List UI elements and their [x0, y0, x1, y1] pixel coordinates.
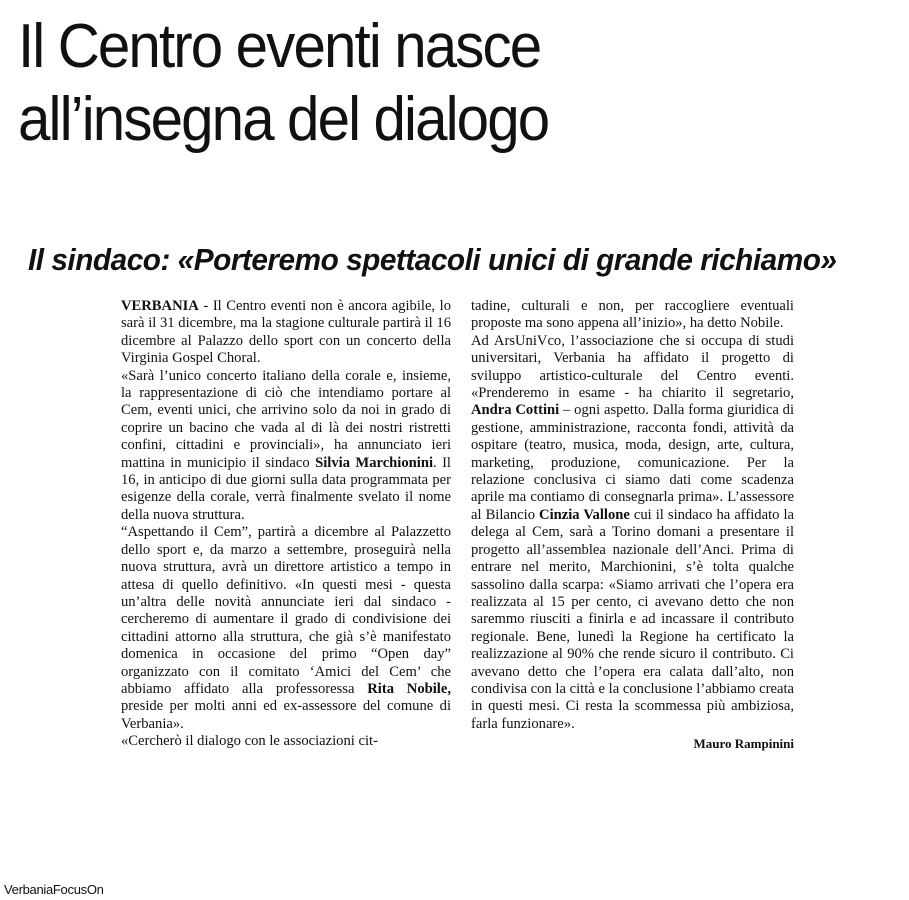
- paragraph: [121, 368, 451, 525]
- paragraph-text: - Il Centro eventi non è ancora agibile, lo sarà il 31 dicembre, ma la stagione culturale partirà il 16 dicembre al Palazzo dello sport con un concerto della Virginia Gospel Choral.: [121, 298, 451, 367]
- person-name: Rita Nobile,: [367, 680, 451, 697]
- author-byline: Mauro Rampinini: [693, 736, 794, 752]
- headline: [18, 10, 845, 156]
- paragraph-text: Ad ArsUniVco, l’associazione che si occupa di studi universitari, Verbania ha affidato il progetto di sviluppo artistico-culturale del Centro eventi. «Prenderemo in esame - ha chiarito il segretario,: [471, 332, 794, 402]
- article-column-1: [121, 298, 451, 751]
- paragraph: «Cercherò il dialogo con le associazioni cit-: [121, 733, 378, 750]
- paragraph: [471, 333, 794, 733]
- paragraph: [121, 298, 451, 368]
- paragraph-text: «Sarà l’unico concerto italiano della corale e, insieme, la rappresentazione di ciò che intendiamo portare al Cem, eventi unici, che arrivino solo da noi in grado di coprire un bacino che vada al di là dei nostri ristretti confini, cittadini e provinciali», ha annunciato ieri mattina in municipio il sindaco: [121, 367, 451, 471]
- subtitle: Il sindaco: «Porteremo spettacoli unici di grande richiamo»: [28, 242, 837, 277]
- person-name: Andra Cottini: [471, 402, 560, 419]
- source-watermark: VerbaniaFocusOn: [4, 882, 104, 897]
- article-column-2: [471, 298, 794, 753]
- paragraph-text: . Il 16, in anticipo di due giorni sulla data programmata per esigenze della corale, verrà finalmente svelato il nome della nuova struttura.: [121, 454, 451, 523]
- headline-line-2: all’insegna del dialogo: [18, 85, 549, 154]
- headline-line-1: Il Centro eventi nasce: [18, 12, 541, 81]
- paragraph-text: – ogni aspetto. Dalla forma giuridica di gestione, amministrazione, racconta fondi, attività da ospitare (teatro, musica, moda, design, arte, cultura, marketing, produzione, comunicazione. Per la relazione conclusiva ci siamo dati come scadenza aprile ma contiamo di consegnarla prima». L’assessore al Bilancio: [471, 402, 795, 523]
- paragraph-text: preside per molti anni ed ex-assessore del comune di Verbania».: [121, 698, 451, 732]
- paragraph-text: cui il sindaco ha affidato la delega al Cem, sarà a Torino domani a presentare il progetto all’assemblea nazionale dell’Anci. Prima di entrare nel merito, Marchionini, s’è tolta qualche sassolino dalla scarpa: «Siamo arrivati che l’opera era realizzata al 15 per cento, ci avevano detto che non saremmo riusciti a finirla e ad incassare il contributo regionale. Bene, lunedì la Regione ha certificato la realizzazione al 90% che rende sicuro il contributo. Ci avevano detto che l’opera era calata dall’alto, non condivisa con la città e la conclusione l’abbiamo creata in questi mesi. Ci resta la scommessa più ambiziosa, farla funzionare».: [471, 506, 794, 732]
- paragraph-text: “Aspettando il Cem”, partirà a dicembre al Palazzetto dello sport e, da marzo a settembre, proseguirà nella nuova struttura, avrà un direttore artistico a tempo in attesa di quello definitivo. «In questi mesi - questa un’altra delle novità annunciate ieri dal sindaco - cercheremo di aumentare il grado di condivisione dei cittadini attorno alla struttura, che già s’è manifestato domenica in occasione del primo “Open day” organizzato con il comitato ‘Amici del Cem’ che abbiamo affidato alla professoressa: [121, 524, 451, 697]
- paragraph: tadine, culturali e non, per raccogliere eventuali proposte ma sono appena all’inizio», ha detto Nobile.: [471, 298, 794, 332]
- paragraph: [121, 524, 451, 733]
- person-name: Cinzia Vallone: [539, 506, 630, 523]
- person-name: Silvia Marchionini: [315, 454, 433, 471]
- dateline: VERBANIA: [121, 298, 199, 314]
